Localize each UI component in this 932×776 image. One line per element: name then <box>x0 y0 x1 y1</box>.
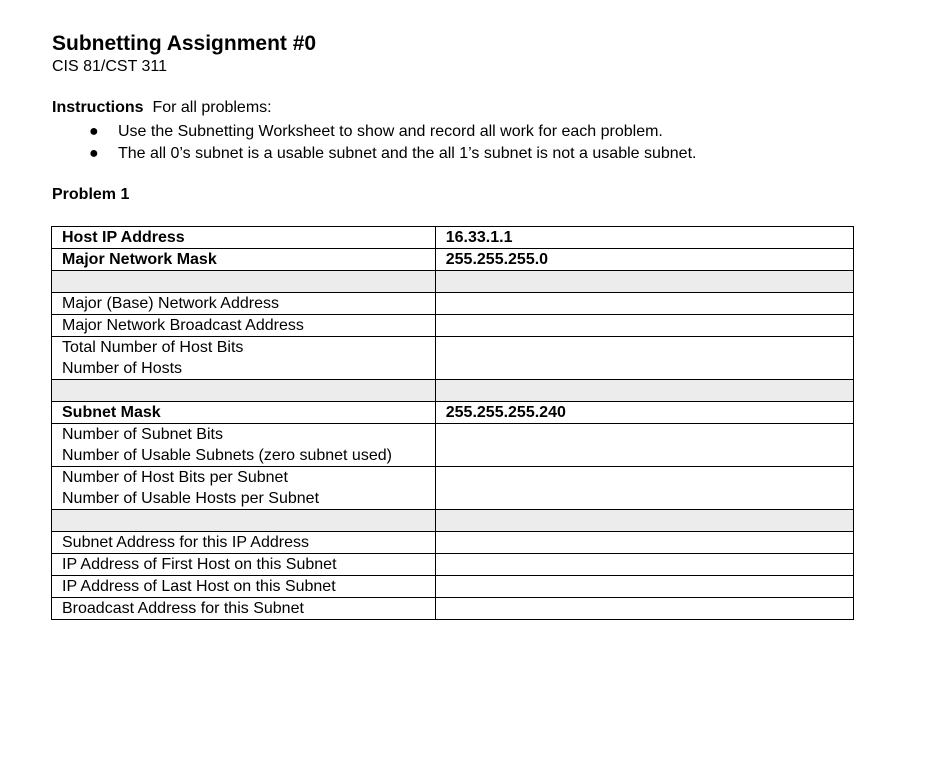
last-host-answer[interactable] <box>435 576 853 598</box>
separator-row <box>52 271 854 293</box>
table-row <box>52 554 854 576</box>
subnet-bits-labels <box>52 424 436 467</box>
host-ip-value: 16.33.1.1 <box>435 227 853 249</box>
list-item <box>52 143 696 165</box>
separator-cell <box>435 510 853 532</box>
bullet-icon: ● <box>89 123 99 140</box>
major-network-address-answer[interactable] <box>435 293 853 315</box>
usable-subnets-label: Number of Usable Subnets (zero subnet used) <box>62 447 392 464</box>
usable-hosts-label: Number of Usable Hosts per Subnet <box>62 490 320 507</box>
subnet-worksheet-table <box>51 226 854 620</box>
major-mask-label: Major Network Mask <box>52 249 436 271</box>
broadcast-answer[interactable] <box>435 598 853 620</box>
major-broadcast-answer[interactable] <box>435 315 853 337</box>
bullet-text: Use the Subnetting Worksheet to show and record all work for each problem. <box>118 123 663 140</box>
instructions-text: For all problems: <box>152 99 272 116</box>
subnet-bits-answer[interactable] <box>435 424 853 467</box>
broadcast-label: Broadcast Address for this Subnet <box>52 598 436 620</box>
table-row <box>52 467 854 510</box>
table-row <box>52 424 854 467</box>
table-row <box>52 532 854 554</box>
problem-heading: Problem 1 <box>52 186 130 203</box>
total-host-bits-label: Total Number of Host Bits <box>62 339 244 356</box>
host-bits-per-subnet-answer[interactable] <box>435 467 853 510</box>
instructions-line <box>52 98 272 118</box>
major-broadcast-label: Major Network Broadcast Address <box>52 315 436 337</box>
host-bits-per-subnet-label: Number of Host Bits per Subnet <box>62 469 288 486</box>
table-row <box>52 293 854 315</box>
subnet-bits-label: Number of Subnet Bits <box>62 426 223 443</box>
first-host-answer[interactable] <box>435 554 853 576</box>
number-of-hosts-label: Number of Hosts <box>62 360 183 377</box>
separator-row <box>52 510 854 532</box>
separator-cell <box>435 271 853 293</box>
instructions-label: Instructions <box>52 99 144 116</box>
bullet-text: The all 0’s subnet is a usable subnet and the all 1’s subnet is not a usable subnet. <box>118 145 697 162</box>
first-host-label: IP Address of First Host on this Subnet <box>52 554 436 576</box>
last-host-label: IP Address of Last Host on this Subnet <box>52 576 436 598</box>
subnet-mask-label: Subnet Mask <box>52 402 436 424</box>
host-bits-per-subnet-labels <box>52 467 436 510</box>
major-network-address-label: Major (Base) Network Address <box>52 293 436 315</box>
subnet-address-label: Subnet Address for this IP Address <box>52 532 436 554</box>
bullet-icon: ● <box>89 145 99 162</box>
table-row <box>52 315 854 337</box>
table-row <box>52 576 854 598</box>
host-bits-hosts-answer[interactable] <box>435 337 853 380</box>
separator-cell <box>52 510 436 532</box>
host-ip-label: Host IP Address <box>52 227 436 249</box>
separator-cell <box>52 271 436 293</box>
subnet-address-answer[interactable] <box>435 532 853 554</box>
table-row <box>52 227 854 249</box>
page-title: Subnetting Assignment #0 <box>52 32 317 55</box>
host-bits-hosts-labels <box>52 337 436 380</box>
table-row <box>52 402 854 424</box>
instructions-bullet-list <box>52 121 696 165</box>
separator-cell <box>52 380 436 402</box>
separator-row <box>52 380 854 402</box>
list-item <box>52 121 696 143</box>
table-row <box>52 598 854 620</box>
separator-cell <box>435 380 853 402</box>
course-code: CIS 81/CST 311 <box>52 58 168 75</box>
subnet-mask-value: 255.255.255.240 <box>435 402 853 424</box>
major-mask-value: 255.255.255.0 <box>435 249 853 271</box>
table-row <box>52 249 854 271</box>
table-row <box>52 337 854 380</box>
